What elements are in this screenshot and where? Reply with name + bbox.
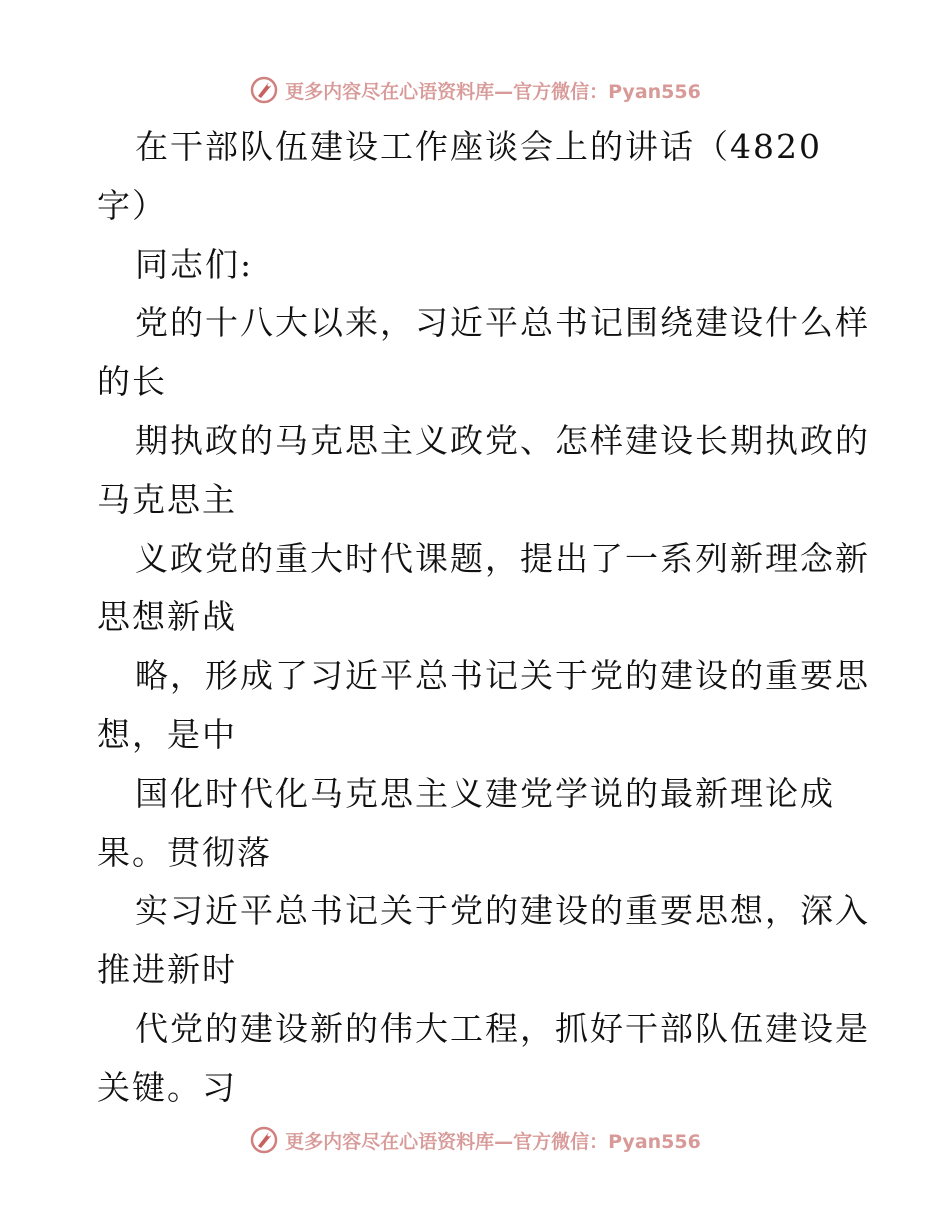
text-line: 代党的建设新的伟大工程，抓好干部队伍建设是	[135, 1008, 870, 1048]
text-line: 期执政的马克思主义政党、怎样建设长期执政的	[135, 420, 870, 460]
text-line: 关键。习	[97, 1067, 237, 1107]
text-line: 略，形成了习近平总书记关于党的建设的重要思	[135, 656, 870, 696]
text-line: 实习近平总书记关于党的建设的重要思想，深入	[135, 891, 870, 931]
text-line: 在干部队伍建设工作座谈会上的讲话（4820	[135, 127, 822, 166]
watermark-text: 更多内容尽在心语资料库—官方微信：Pyan556	[285, 1130, 701, 1153]
footer-watermark	[0, 1120, 950, 1160]
text-line: 同志们:	[135, 244, 254, 284]
pen-nib-circle-icon	[249, 1125, 279, 1155]
text-line: 义政党的重大时代课题，提出了一系列新理念新	[135, 538, 870, 578]
text-line: 的长	[97, 362, 167, 402]
document-body	[97, 118, 870, 1118]
text-line: 党的十八大以来，习近平总书记围绕建设什么样	[135, 303, 870, 343]
text-line: 马克思主	[97, 479, 237, 519]
text-line: 思想新战	[97, 597, 237, 637]
watermark-text: 更多内容尽在心语资料库—官方微信：Pyan556	[285, 80, 701, 103]
text-line: 想，是中	[97, 714, 237, 754]
text-line: 推进新时	[97, 950, 237, 990]
text-line: 果。贯彻落	[97, 832, 272, 872]
text-line: 国化时代化马克思主义建党学说的最新理论成	[135, 773, 835, 813]
header-watermark	[0, 70, 950, 110]
text-line: 字）	[97, 185, 167, 225]
pen-nib-circle-icon	[249, 75, 279, 105]
